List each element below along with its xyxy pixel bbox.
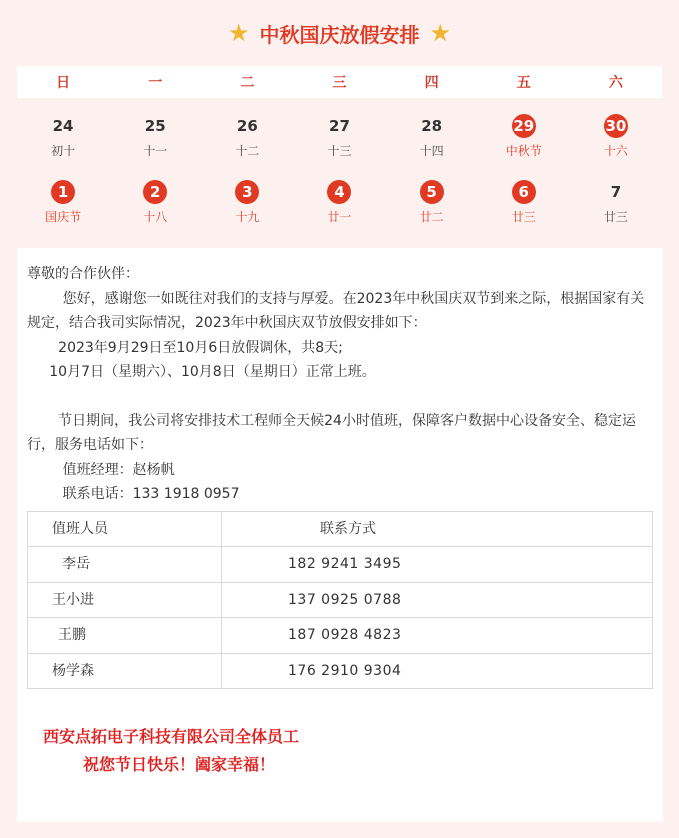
staff-name: 李岳: [28, 547, 222, 583]
calendar-day: [293, 114, 385, 180]
lunar-date: 廿二: [419, 210, 444, 224]
notice-body: [17, 248, 663, 822]
table-row: [28, 547, 653, 583]
signature-wishes: 祝您节日快乐！阖家幸福！: [83, 755, 276, 774]
lunar-date: 十六: [603, 144, 628, 158]
staff-phone: 187 0928 4823: [222, 618, 653, 654]
calendar-day: [201, 180, 293, 246]
lunar-date: 国庆节: [45, 210, 82, 224]
day-number: 27: [329, 117, 350, 135]
calendar-day: [478, 180, 570, 246]
lunar-date: 廿一: [327, 210, 352, 224]
day-number: 25: [144, 117, 166, 135]
notice-paragraph: 您好，感谢您一如既往对我们的支持与厚爱。在2023年中秋国庆双节到来之际，根据国家有关规定，结合我司实际情况，2023年中秋国庆双节放假安排如下：: [27, 290, 645, 331]
workday-dates: 10月7日（星期六）、10月8日（星期日）正常上班。: [27, 364, 376, 380]
table-row: [28, 618, 653, 654]
calendar-day: [109, 114, 201, 180]
day-number: 1: [51, 180, 75, 204]
calendar-day: [109, 180, 201, 246]
star-icon: ★: [429, 19, 452, 47]
table-header-row: [28, 511, 653, 547]
weekday-label: 一: [148, 75, 163, 91]
weekday-label: 二: [240, 75, 255, 91]
lunar-date: 中秋节: [505, 144, 542, 158]
duty-paragraph: 节日期间，我公司将安排技术工程师全天候24小时值班，保障客户数据中心设备安全、稳定运行，服务电话如下：: [27, 412, 636, 453]
contact-phone: 联系电话：133 1918 0957: [27, 486, 240, 502]
day-number: 24: [52, 117, 74, 135]
day-number: 30: [604, 114, 628, 138]
greeting: 尊敬的合作伙伴：: [27, 266, 139, 282]
lunar-date: 廿三: [603, 210, 628, 224]
day-number: 7: [610, 183, 622, 201]
day-number: 5: [420, 180, 444, 204]
day-number: 4: [327, 180, 351, 204]
duty-table: [27, 511, 653, 690]
weekday-label: 四: [424, 75, 439, 91]
column-header: 值班人员: [28, 511, 222, 547]
signature: [27, 723, 653, 779]
calendar-grid: [17, 98, 662, 246]
staff-phone: 182 9241 3495: [222, 547, 653, 583]
lunar-date: 十三: [327, 144, 352, 158]
day-number: 3: [235, 180, 259, 204]
day-number: 6: [512, 180, 536, 204]
day-number: 29: [512, 114, 536, 138]
table-row: [28, 653, 653, 689]
calendar-day: [570, 180, 662, 246]
holiday-dates: 2023年9月29日至10月6日放假调休，共8天;: [27, 339, 343, 356]
calendar-day: [570, 114, 662, 180]
calendar-day: [17, 114, 109, 180]
star-icon: ★: [227, 19, 250, 47]
calendar-weekday-header: [17, 66, 662, 98]
staff-phone: 137 0925 0788: [222, 582, 653, 618]
staff-name: 杨学森: [28, 653, 222, 689]
day-number: 28: [421, 117, 443, 135]
lunar-date: 十八: [143, 210, 168, 224]
staff-name: 王鹏: [28, 618, 222, 654]
calendar-day: [386, 180, 478, 246]
staff-phone: 176 2910 9304: [222, 653, 653, 689]
calendar-day: [17, 180, 109, 246]
staff-name: 王小进: [28, 582, 222, 618]
weekday-label: 六: [608, 75, 623, 91]
calendar-day: [478, 114, 570, 180]
lunar-date: 十一: [143, 144, 168, 158]
weekday-label: 日: [56, 75, 71, 91]
calendar-day: [201, 114, 293, 180]
weekday-label: 五: [516, 75, 531, 91]
day-number: 2: [143, 180, 167, 204]
header-banner: [0, 0, 679, 66]
day-number: 26: [236, 117, 258, 135]
calendar-day: [293, 180, 385, 246]
lunar-date: 十九: [235, 210, 260, 224]
weekday-label: 三: [332, 75, 347, 91]
lunar-date: 十二: [235, 144, 260, 158]
lunar-date: 十四: [419, 144, 444, 158]
page-title: 中秋国庆放假安排: [259, 22, 420, 47]
lunar-date: 廿三: [511, 210, 536, 224]
lunar-date: 初十: [51, 144, 76, 158]
table-row: [28, 582, 653, 618]
calendar-day: [386, 114, 478, 180]
column-header: 联系方式: [222, 511, 653, 547]
duty-manager: 值班经理：赵杨帆: [27, 461, 175, 478]
signature-company: 西安点拓电子科技有限公司全体员工: [43, 727, 300, 746]
